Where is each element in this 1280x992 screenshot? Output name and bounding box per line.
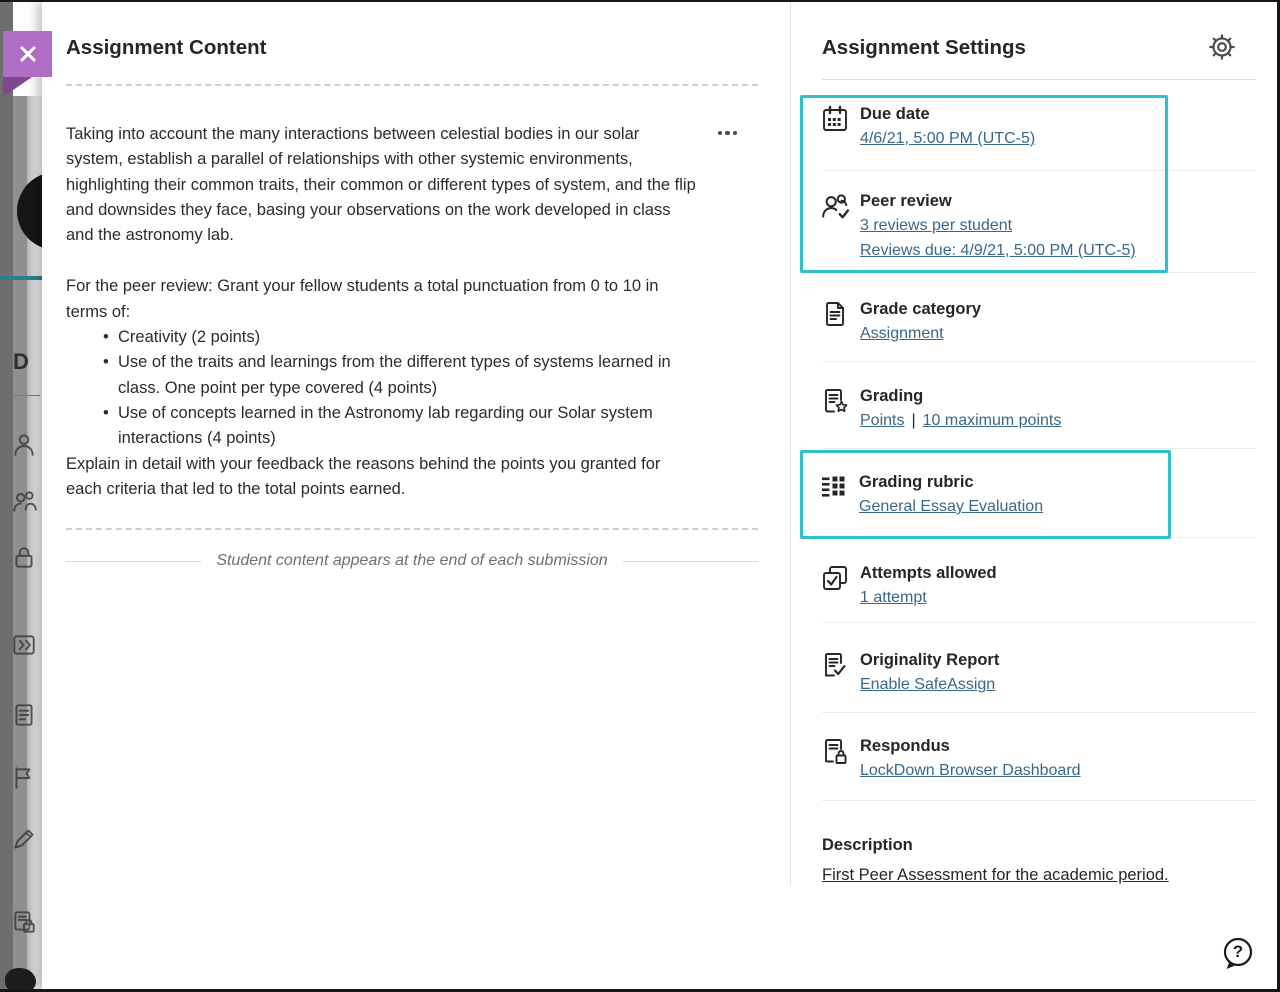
setting-respondus — [820, 734, 1240, 783]
links-separator: | — [911, 412, 916, 429]
document-lock-icon — [820, 734, 860, 783]
content-bottom-divider — [66, 528, 758, 530]
note-line-right — [623, 561, 758, 562]
close-button[interactable] — [3, 31, 52, 77]
more-options-icon[interactable] — [712, 118, 743, 144]
people-icon — [10, 487, 38, 520]
grading-rubric-link[interactable]: General Essay Evaluation — [859, 498, 1044, 515]
setting-attempts — [820, 561, 1240, 610]
setting-label: Grade category — [860, 300, 982, 318]
setting-due-date — [820, 102, 1240, 151]
setting-label: Grading rubric — [859, 473, 974, 491]
safeassign-link[interactable]: Enable SafeAssign — [860, 676, 996, 693]
document-lock-small-icon — [10, 908, 38, 941]
calendar-icon — [820, 102, 860, 151]
gear-icon[interactable] — [1206, 31, 1238, 68]
background-heading-letter: D — [13, 349, 29, 374]
settings-divider — [822, 537, 1256, 538]
description-label: Description — [822, 836, 913, 854]
setting-grading-rubric — [819, 470, 1239, 519]
lock-icon — [10, 544, 38, 577]
list-item: • Creativity (2 points) — [103, 325, 700, 350]
checkbox-stack-icon — [820, 561, 860, 610]
assignment-instructions — [66, 122, 700, 502]
person-icon — [10, 430, 38, 463]
settings-title-divider — [822, 79, 1256, 80]
due-date-link[interactable]: 4/6/21, 5:00 PM (UTC-5) — [860, 130, 1036, 147]
document-check-icon — [820, 648, 860, 697]
setting-grade-category — [820, 297, 1240, 346]
grade-category-link[interactable]: Assignment — [860, 325, 944, 342]
setting-label: Due date — [860, 105, 930, 123]
settings-divider — [822, 800, 1256, 801]
setting-label: Originality Report — [860, 651, 1000, 669]
panel-column-divider — [790, 2, 791, 886]
instructions-paragraph: Taking into account the many interactions between celestial bodies in our solar system, establish a parallel of relationships with other systemic environments, highlighting their common traits, their common or different types of system, and the flip and downsides they face, basing your observations on the work developed in class and the astronomy lab. — [66, 125, 696, 245]
settings-divider — [822, 712, 1256, 713]
note-text: Student content appears at the end of each submission — [216, 552, 608, 569]
note-line-left — [66, 561, 201, 562]
content-top-divider — [66, 84, 758, 86]
background-bottom-shape — [5, 968, 36, 992]
close-icon — [15, 41, 41, 67]
settings-divider — [822, 448, 1256, 449]
setting-peer-review — [820, 189, 1240, 262]
teal-accent-line — [0, 276, 42, 280]
list-item: • Use of the traits and learnings from the different types of systems learned in class. One point per type covered (4 points) — [103, 350, 700, 401]
document-tags-icon — [10, 701, 38, 734]
peer-review-icon — [820, 189, 860, 262]
peer-review-due-link[interactable]: Reviews due: 4/9/21, 5:00 PM (UTC-5) — [860, 241, 1136, 259]
course-avatar — [17, 172, 42, 250]
description-link[interactable]: First Peer Assessment for the academic period. — [822, 866, 1169, 884]
help-icon[interactable]: ? — [1221, 936, 1257, 972]
settings-divider — [822, 170, 1256, 171]
close-button-fold — [3, 77, 32, 97]
peer-review-count-link[interactable]: 3 reviews per student — [860, 217, 1013, 234]
setting-label: Respondus — [860, 737, 950, 755]
flag-icon — [10, 764, 38, 797]
grading-max-points-link[interactable]: 10 maximum points — [922, 412, 1062, 429]
code-box-icon — [10, 631, 38, 664]
setting-grading — [820, 384, 1240, 433]
content-title: Assignment Content — [66, 36, 267, 59]
settings-title: Assignment Settings — [822, 36, 1026, 59]
setting-label: Grading — [860, 387, 924, 405]
lockdown-browser-link[interactable]: LockDown Browser Dashboard — [860, 762, 1081, 779]
pencil-icon — [10, 825, 38, 858]
student-content-note — [66, 552, 758, 570]
setting-label: Peer review — [860, 192, 952, 210]
background-divider — [13, 395, 40, 396]
peer-review-intro: For the peer review: Grant your fellow students a total punctuation from 0 to 10 in terms of: — [66, 277, 659, 321]
settings-divider — [822, 361, 1256, 362]
rubric-grid-icon — [819, 470, 859, 519]
attempts-link[interactable]: 1 attempt — [860, 589, 927, 606]
grading-points-link[interactable]: Points — [860, 412, 905, 429]
criteria-list — [103, 325, 700, 451]
setting-originality — [820, 648, 1240, 697]
dimmed-background-page — [0, 0, 42, 992]
settings-divider — [822, 622, 1256, 623]
document-star-icon — [820, 384, 860, 433]
peer-review-outro: Explain in detail with your feedback the reasons behind the points you granted for each criteria that led to the total points earned. — [66, 454, 661, 498]
settings-divider — [822, 272, 1256, 273]
list-item: • Use of concepts learned in the Astronomy lab regarding our Solar system interactions (4 points) — [103, 401, 700, 452]
document-icon — [820, 297, 860, 346]
setting-label: Attempts allowed — [860, 564, 997, 582]
